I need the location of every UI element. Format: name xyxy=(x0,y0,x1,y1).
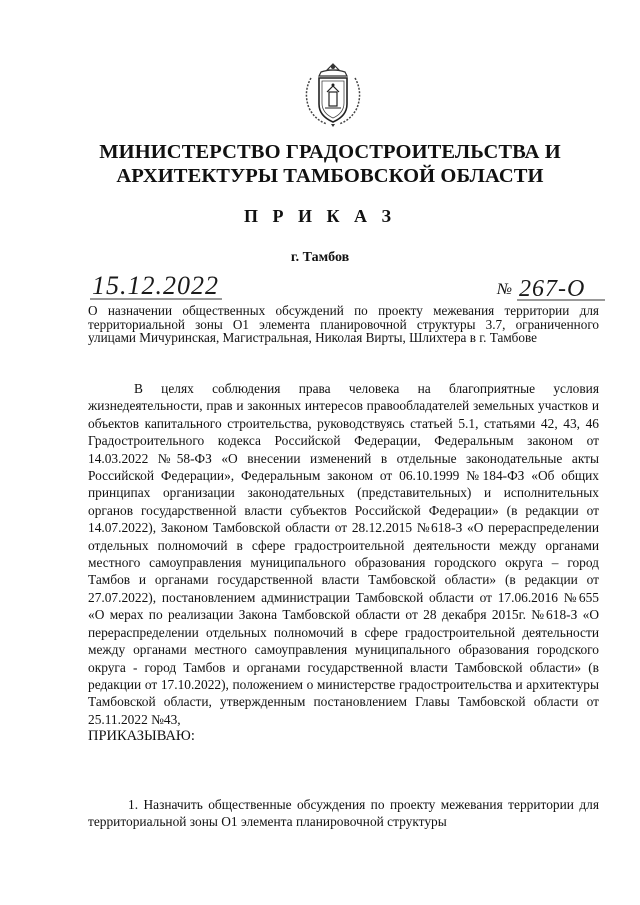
handwritten-number xyxy=(517,275,607,303)
coat-of-arms-emblem xyxy=(301,62,365,128)
ministry-name-line2: АРХИТЕКТУРЫ ТАМБОВСКОЙ ОБЛАСТИ xyxy=(116,165,544,187)
order-item-1 xyxy=(88,796,599,831)
order-subject: О назначении общественных обсуждений по проекту межевания территории для территориальной зоны О1 элемента планировочной структуры 3.7, ограниченного улицами Мичуринская, Магистральная, Николая Вирты, Шлихтера в г. Тамбове xyxy=(88,303,599,346)
ministry-name-line1: МИНИСТЕРСТВО ГРАДОСТРОИТЕЛЬСТВА И xyxy=(99,141,561,163)
order-item-1-text: 1. Назначить общественные обсуждения по проекту межевания территории для территориальной зоны О1 элемента планировочной структуры xyxy=(88,797,599,830)
ministry-name xyxy=(60,140,600,188)
preamble xyxy=(88,380,599,746)
document-type: П Р И К А З xyxy=(243,206,397,226)
preamble-text: В целях соблюдения права человека на благоприятные условия жизнедеятельности, прав и законных интересов правообладателей земельных участков и объектов капитального строительства, руководствуясь статьей 5.1, статьями 42, 43, 46 Градостроительного кодекса Российской Федерации, Федеральным законом от 14.03.2022 №58-ФЗ «О внесении изменений в отдельные законодательные акты Российской Федерации», Федеральным законом от 06.10.1999 №184-ФЗ «Об общих принципах организации законодательных (представительных) и исполнительных органов государственной власти субъектов Российской Федерации» (в редакции от 14.07.2022), Законом Тамбовской области от 28.12.2015 №618-З «О перераспределении отдельных полномочий в сфере градостроительной деятельности между органами местного самоуправления муниципального образования городского округа – город Тамбов и органами государственной власти Тамбовской области» (в редакции от 27.07.2022), постановлением администрации Тамбовской области от 17.06.2016 №655 «О мерах по реализации Закона Тамбовской области от 28 декабря 2015г. №618-З «О перераспределении отдельных полномочий в сфере градостроительной деятельности между органами местного самоуправления муниципального образования городского округа - город Тамбов и органами государственной власти Тамбовской области» (в редакции от 17.10.2022), положением о министерстве градостроительства и архитектуры Тамбовской области, утвержденным постановлением Главы Тамбовской области от 25.11.2022 №43, xyxy=(88,381,599,727)
number-text: 267-О xyxy=(519,276,586,302)
order-number xyxy=(497,275,607,303)
decree-word: ПРИКАЗЫВАЮ: xyxy=(88,728,195,745)
date-text: 15.12.2022 xyxy=(92,272,219,300)
city-name: г. Тамбов xyxy=(290,250,350,265)
handwritten-date xyxy=(90,272,225,302)
number-sign: № xyxy=(497,281,513,298)
